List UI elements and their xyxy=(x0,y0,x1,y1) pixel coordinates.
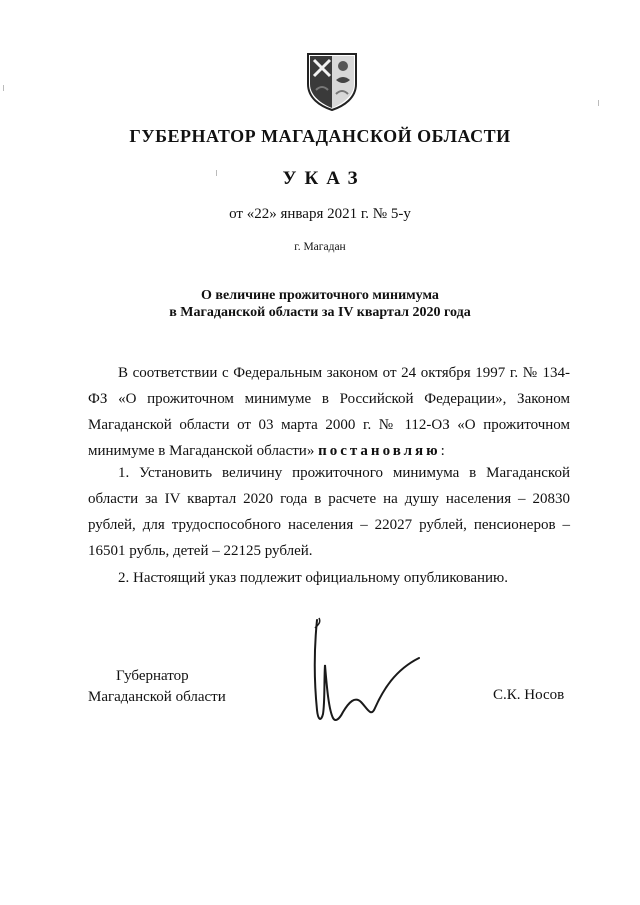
coat-of-arms-icon xyxy=(302,50,362,112)
issuing-authority: ГУБЕРНАТОР МАГАДАНСКОЙ ОБЛАСТИ xyxy=(129,126,511,146)
signatory-position xyxy=(88,666,226,708)
position-line-2: Магаданской области xyxy=(88,689,226,705)
preamble-text: В соответствии с Федеральным законом от 24 октября 1997 г. № 134-ФЗ «О прожиточном минимуме в Российской Федерации», Законом Магаданской области от 03 марта 2000 г. № 112-ОЗ «О прожиточном минимуме в Магаданской области» xyxy=(88,365,570,459)
handwritten-signature xyxy=(295,610,445,730)
title-line-1: О величине прожиточного минимума xyxy=(201,288,439,303)
document-title xyxy=(0,287,640,321)
position-line-1: Губернатор xyxy=(116,668,189,684)
decree-word: постановляю xyxy=(318,443,441,459)
document-place: г. Магадан xyxy=(294,241,346,253)
signatory-name: С.К. Носов xyxy=(493,687,565,703)
decree-colon: : xyxy=(440,443,445,459)
preamble-paragraph xyxy=(88,360,570,464)
item-1-paragraph: 1. Установить величину прожиточного минимума в Магаданской области за IV квартал 2020 года в расчете на душу населения – 20830 рублей, для трудоспособного населения – 22027 рублей, пенсионеров – 16501 рубль, детей – 22125 рублей. xyxy=(88,465,570,559)
document-date-number: от «22» января 2021 г. № 5-у xyxy=(229,206,411,222)
scan-mark xyxy=(216,170,217,176)
document-type: УКАЗ xyxy=(282,168,366,189)
title-line-2: в Магаданской области за IV квартал 2020 года xyxy=(169,305,471,320)
scan-mark xyxy=(598,100,599,106)
scan-mark xyxy=(3,85,4,91)
item-2-paragraph: 2. Настоящий указ подлежит официальному опубликованию. xyxy=(118,570,509,586)
